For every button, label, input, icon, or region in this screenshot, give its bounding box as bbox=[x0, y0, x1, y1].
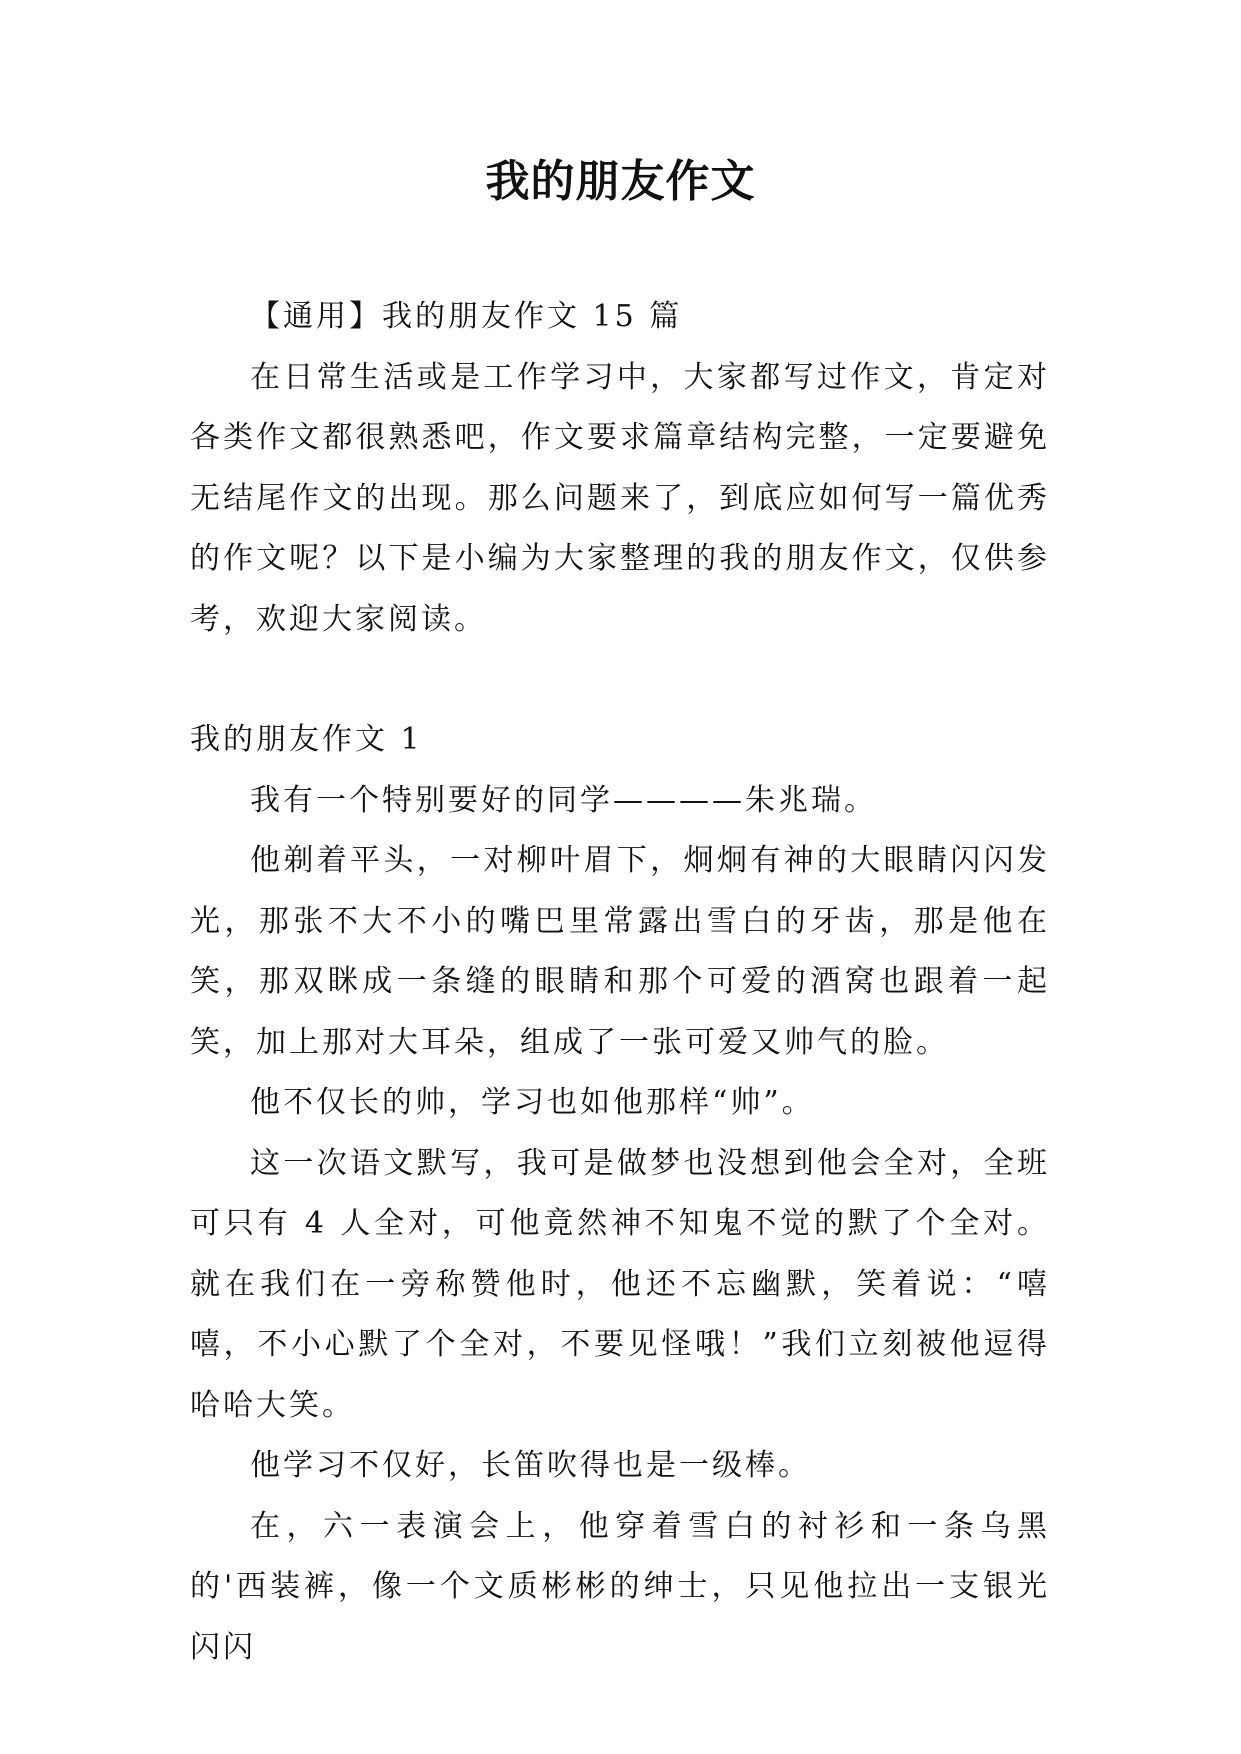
document-body bbox=[190, 287, 1050, 1678]
intro-heading: 【通用】我的朋友作文 15 篇 bbox=[250, 299, 683, 334]
body-paragraph: 他学习不仅好，长笛吹得也是一级棒。 bbox=[250, 1448, 811, 1483]
section-gap bbox=[190, 650, 1050, 710]
section-heading: 我的朋友作文 1 bbox=[190, 722, 423, 757]
body-paragraph: 这一次语文默写，我可是做梦也没想到他会全对，全班可只有 4 人全对，可他竟然神不知鬼不觉的默了个全对。就在我们在一旁称赞他时，他还不忘幽默，笑着说：“嘻嘻，不小心默了个全对，不要见怪哦！”我们立刻被他逗得哈哈大笑。 bbox=[190, 1145, 1050, 1423]
body-paragraph: 我有一个特别要好的同学————朱兆瑞。 bbox=[250, 782, 877, 818]
body-paragraph: 在，六一表演会上，他穿着雪白的衬衫和一条乌黑的'西装裤，像一个文质彬彬的绅士，只见他拉出一支银光闪闪 bbox=[190, 1508, 1050, 1665]
body-paragraph: 他剃着平头，一对柳叶眉下，炯炯有神的大眼睛闪闪发光，那张不大不小的嘴巴里常露出雪白的牙齿，那是他在笑，那双眯成一条缝的眼睛和那个可爱的酒窝也跟着一起笑，加上那对大耳朵，组成了一张可爱又帅气的脸。 bbox=[190, 843, 1050, 1060]
intro-paragraph: 在日常生活或是工作学习中，大家都写过作文，肯定对各类作文都很熟悉吧，作文要求篇章结构完整，一定要避免无结尾作文的出现。那么问题来了，到底应如何写一篇优秀的作文呢？以下是小编为大家整理的我的朋友作文，仅供参考，欢迎大家阅读。 bbox=[190, 359, 1050, 637]
document-title: 我的朋友作文 bbox=[485, 156, 756, 207]
body-paragraph: 他不仅长的帅，学习也如他那样“帅”。 bbox=[250, 1085, 815, 1120]
